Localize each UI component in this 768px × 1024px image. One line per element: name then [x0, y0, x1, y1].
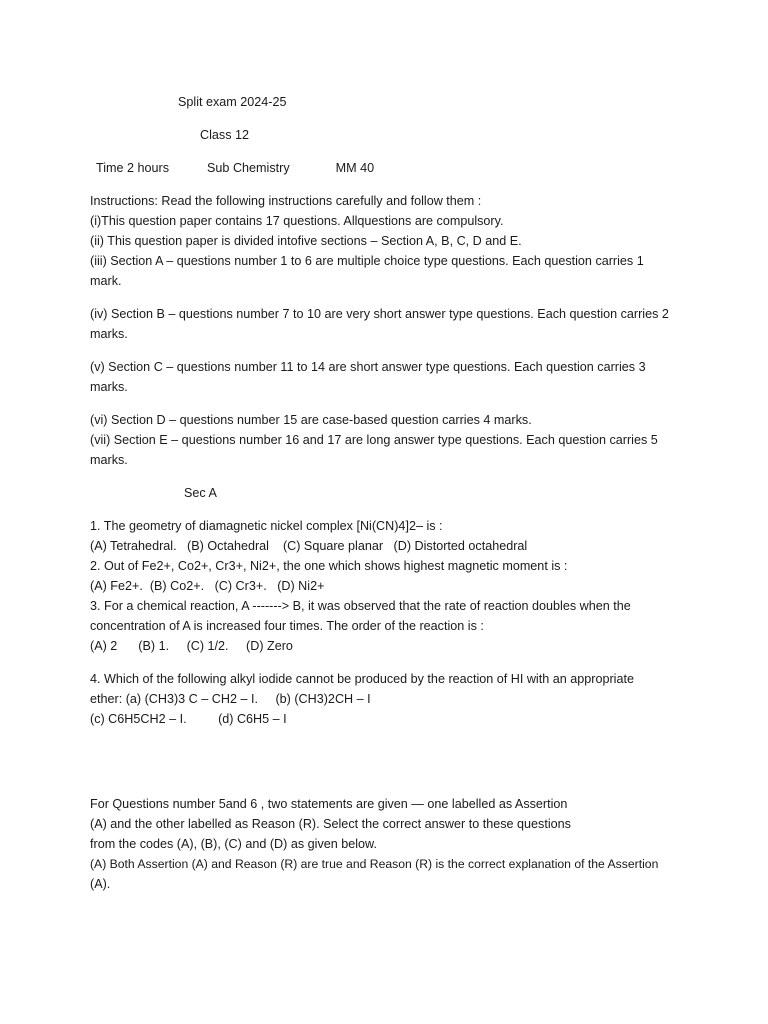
class-label: Class 12: [200, 128, 249, 142]
question-line: 2. Out of Fe2+, Co2+, Cr3+, Ni2+, the one which shows highest magnetic moment is :: [90, 559, 568, 573]
assertion-reason-line: For Questions number 5and 6 , two statements are given — one labelled as Assertion: [90, 797, 568, 811]
instruction-line: (v) Section C – questions number 11 to 14 are short answer type questions. Each question carries 3: [90, 360, 646, 374]
instruction-line: marks.: [90, 327, 128, 341]
question-options: (A) Fe2+. (B) Co2+. (C) Cr3+. (D) Ni2+: [90, 579, 325, 593]
assertion-reason-line: (A) and the other labelled as Reason (R). Select the correct answer to these questions: [90, 817, 571, 831]
question-options: (A) Tetrahedral. (B) Octahedral (C) Square planar (D) Distorted octahedral: [90, 539, 528, 553]
exam-meta: [96, 158, 374, 178]
instruction-line: (vii) Section E – questions number 16 and 17 are long answer type questions. Each question carries 5: [90, 433, 658, 447]
instruction-line: (vi) Section D – questions number 15 are case-based question carries 4 marks.: [90, 413, 532, 427]
question-options: ether: (a) (CH3)3 C – CH2 – I. (b) (CH3)2CH – I: [90, 692, 371, 706]
instruction-line: (ii) This question paper is divided intofive sections – Section A, B, C, D and E.: [90, 234, 522, 248]
section-title: Sec A: [184, 486, 217, 500]
instruction-line: (iii) Section A – questions number 1 to 6 are multiple choice type questions. Each question carries 1: [90, 254, 644, 268]
question-line: 3. For a chemical reaction, A -------> B, it was observed that the rate of reaction doubles when the: [90, 599, 631, 613]
exam-title: Split exam 2024-25: [178, 95, 287, 109]
instruction-line: Instructions: Read the following instructions carefully and follow them :: [90, 194, 482, 208]
question-line: 1. The geometry of diamagnetic nickel complex [Ni(CN)4]2– is :: [90, 519, 443, 533]
assertion-reason-line: from the codes (A), (B), (C) and (D) as given below.: [90, 837, 377, 851]
max-marks-label: MM 40: [335, 161, 375, 175]
question-options: (c) C6H5CH2 – I. (d) C6H5 – I: [90, 712, 287, 726]
question-line: concentration of A is increased four times. The order of the reaction is :: [90, 619, 484, 633]
assertion-reason-line: (A) Both Assertion (A) and Reason (R) are true and Reason (R) is the correct explanation of the Assertion: [90, 857, 659, 871]
instruction-line: mark.: [90, 274, 122, 288]
question-options: (A) 2 (B) 1. (C) 1/2. (D) Zero: [90, 639, 293, 653]
assertion-reason-line: (A).: [90, 877, 111, 891]
time-label: Time 2 hours: [96, 161, 170, 175]
subject-label: Sub Chemistry: [207, 161, 290, 175]
question-line: 4. Which of the following alkyl iodide cannot be produced by the reaction of HI with an appropriate: [90, 672, 634, 686]
instruction-line: (i)This question paper contains 17 questions. Allquestions are compulsory.: [90, 214, 504, 228]
instruction-line: (iv) Section B – questions number 7 to 10 are very short answer type questions. Each question carries 2: [90, 307, 669, 321]
instruction-line: marks.: [90, 453, 128, 467]
instruction-line: marks.: [90, 380, 128, 394]
